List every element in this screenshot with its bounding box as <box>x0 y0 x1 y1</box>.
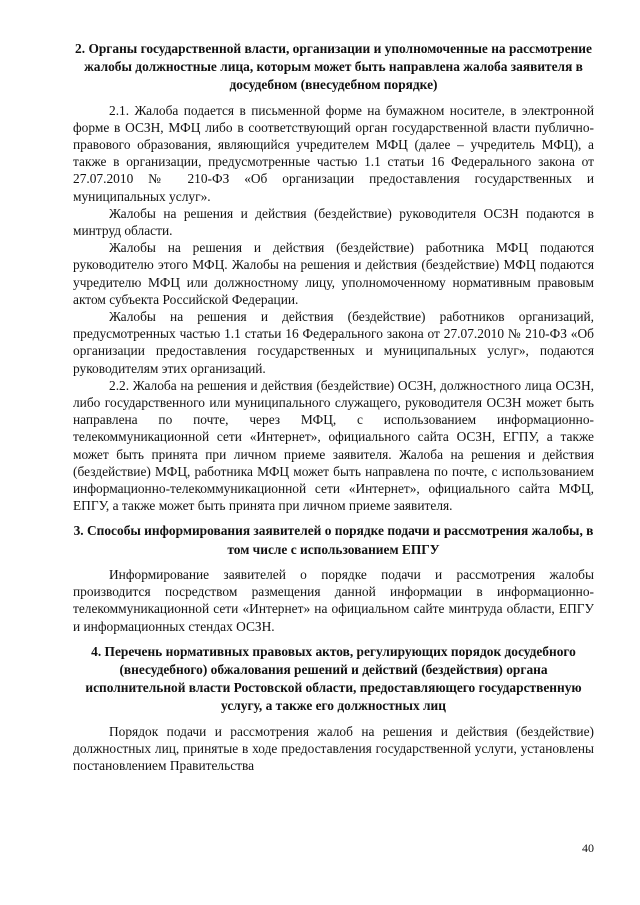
paragraph-informing: Информирование заявителей о порядке подачи и рассмотрения жалобы производится посредством размещения данной информации в информационно-телекоммуникационной сети «Интернет» на официальном сайте минтруда области, ЕПГУ и информационных стендах ОСЗН. <box>73 566 594 634</box>
paragraph-complaints-mfc: Жалобы на решения и действия (бездействие) работника МФЦ подаются руководителю этого МФЦ. Жалобы на решения и действия (бездействие) МФЦ подаются учредителю МФЦ или должностному лицу, уполномоченному нормативным правовым актом субъекта Российской Федерации. <box>73 240 594 307</box>
paragraph-2-1: 2.1. Жалоба подается в письменной форме на бумажном носителе, в электронной форме в ОСЗН, МФЦ либо в соответствующий орган государственной власти публично-правового образования, являющийся учредителем МФЦ (далее – учредитель МФЦ), а также в организации, предусмотренные частью 1.1 статьи 16 Федерального закона от 27.07.2010 № 210-ФЗ «Об организации предоставления государственных и муниципальных услуг». <box>73 102 594 204</box>
paragraph-complaints-oszn-head: Жалобы на решения и действия (бездействие) руководителя ОСЗН подаются в минтруд области. <box>73 205 594 239</box>
document-page <box>73 40 594 774</box>
paragraph-procedure: Порядок подачи и рассмотрения жалоб на решения и действия (бездействие) должностных лиц, принятые в ходе предоставления государственной услуги, установлены постановлением Правительства <box>73 723 594 773</box>
page-number: 40 <box>582 841 594 855</box>
paragraph-2-2: 2.2. Жалоба на решения и действия (бездействие) ОСЗН, должностного лица ОСЗН, либо государственного или муниципального служащего, руководителя ОСЗН может быть направлена по почте, через МФЦ, с использованием информационно-телекоммуникационной сети «Интернет», официального сайта ОСЗН, ЕГПУ, а также может быть принята при личном приеме заявителя. Жалоба на решения и действия (бездействие) МФЦ, работника МФЦ может быть направлена по почте, с использованием информационно-телекоммуникационной сети «Интернет», официального сайта МФЦ, ЕПГУ, а также может быть принята при личном приеме заявителя. <box>73 377 594 514</box>
paragraph-complaints-organizations: Жалобы на решения и действия (бездействие) работников организаций, предусмотренных частью 1.1 статьи 16 Федерального закона от 27.07.2010 № 210-ФЗ «Об организации предоставления государственных и муниципальных услуг», подаются руководителям этих организаций. <box>73 309 594 376</box>
section-3-heading: 3. Способы информирования заявителей о порядке подачи и рассмотрения жалобы, в том числе с использованием ЕПГУ <box>73 523 594 557</box>
section-2-heading: 2. Органы государственной власти, организации и уполномоченные на рассмотрение жалобы должностные лица, которым может быть направлена жалоба заявителя в досудебном (внесудебном порядке) <box>75 41 592 93</box>
section-4-heading: 4. Перечень нормативных правовых актов, регулирующих порядок досудебного (внесудебного) обжалования решений и действий (бездействия) органа исполнительной власти Ростовской области, предоставляющего государственную услугу, а также его должностных лиц <box>85 643 582 714</box>
